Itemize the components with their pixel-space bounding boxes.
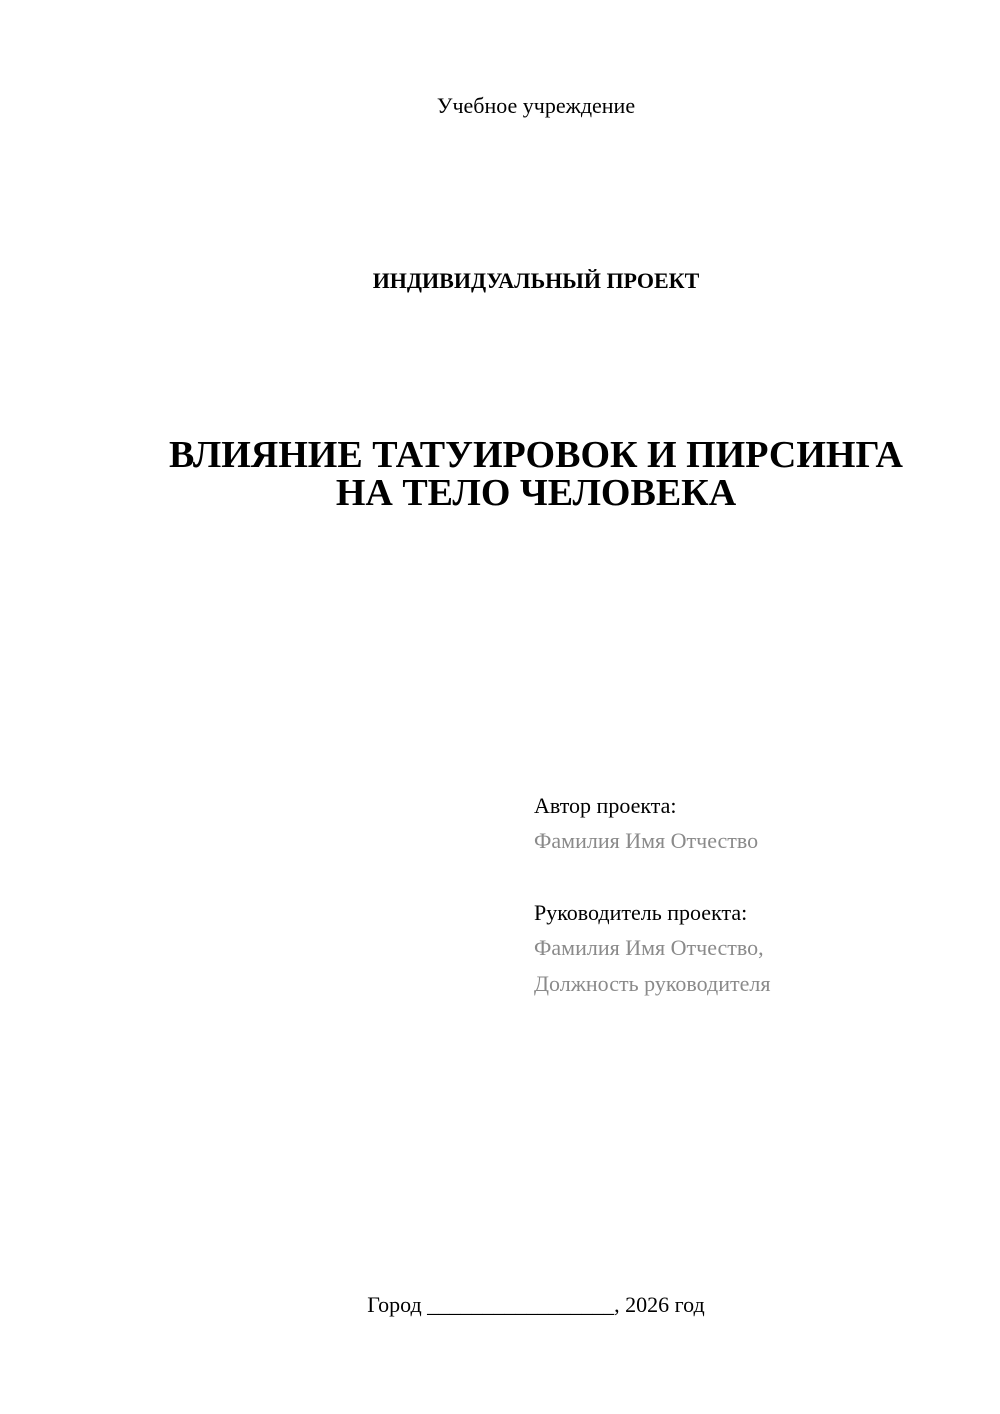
institution-name: Учебное учреждение: [436, 93, 636, 118]
supervisor-label: Руководитель проекта:: [534, 900, 748, 925]
author-label: Автор проекта:: [534, 793, 677, 818]
project-info-block: [534, 789, 974, 1002]
project-title: [0, 436, 1000, 512]
info-spacer: [534, 859, 974, 896]
supervisor-name: Фамилия Имя Отчество,: [534, 935, 764, 960]
document-type: ИНДИВИДУАЛЬНЫЙ ПРОЕКТ: [372, 268, 700, 293]
project-title-line-1: ВЛИЯНИЕ ТАТУИРОВОК И ПИРСИНГА: [169, 434, 903, 476]
supervisor-position: Должность руководителя: [534, 971, 771, 996]
author-name: Фамилия Имя Отчество: [534, 828, 759, 853]
project-title-line-2: НА ТЕЛО ЧЕЛОВЕКА: [335, 472, 737, 514]
city-year-line: Город _________________, 2026 год: [367, 1292, 705, 1317]
